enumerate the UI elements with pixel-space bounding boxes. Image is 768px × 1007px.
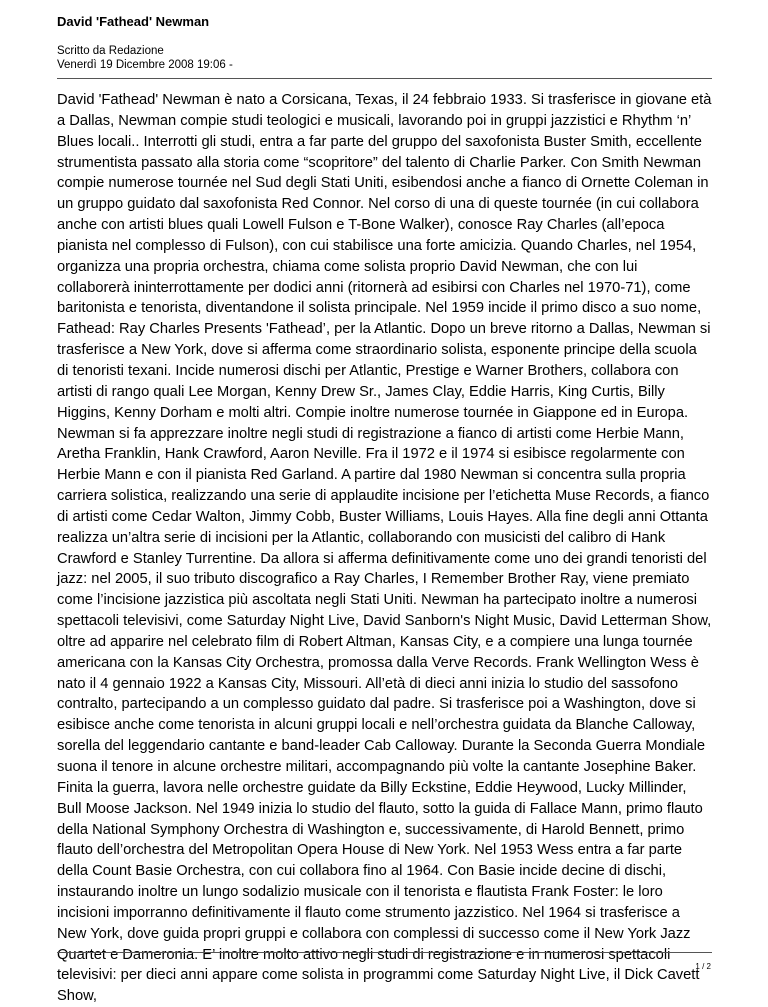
article-meta <box>57 44 233 72</box>
footer-divider <box>57 952 712 953</box>
page-title: David 'Fathead' Newman <box>57 14 210 29</box>
header-divider <box>57 78 712 79</box>
date-line: Venerdì 19 Dicembre 2008 19:06 - <box>57 59 233 71</box>
article-body: David 'Fathead' Newman è nato a Corsicana, Texas, il 24 febbraio 1933. Si trasferisce in giovane età a Dallas, Newman compie studi teologici e musicali, lavorando poi in gruppi jazzistici e Rhythm ‘n’ Blues locali.. Interrotti gli studi, entra a far parte del gruppo del saxofonista Buster Smith, eccellente strumentista passato alla storia come “scopritore” del talento di Charlie Parker. Con Smith Newman compie numerose tournée nel Sud degli Stati Uniti, esibendosi anche a fianco di Ornette Coleman in un gruppo guidato dal saxofonista Red Connor. Nel corso di una di queste tournée (in cui collabora anche con artisti blues quali Lowell Fulson e T-Bone Walker), conosce Ray Charles (all’epoca pianista nel complesso di Fulson), con cui stabilisce una forte amicizia. Quando Charles, nel 1954, organizza una propria orchestra, chiama come solista proprio David Newman, che con lui collaborerà ininterrottamente per dodici anni (ritornerà ad esibirsi con Charles nel 1970-71), come baritonista e tenorista, diventandone il solista principale. Nel 1959 incide il primo disco a suo nome, Fathead: Ray Charles Presents 'Fathead’, per la Atlantic. Dopo un breve ritorno a Dallas, Newman si trasferisce a New York, dove si afferma come straordinario solista, esponente principe della scuola di tenoristi texani. Incide numerosi dischi per Atlantic, Prestige e Warner Brothers, collabora con artisti di rango quali Lee Morgan, Kenny Drew Sr., James Clay, Eddie Harris, King Curtis, Billy Higgins, Kenny Dorham e molti altri. Compie inoltre numerose tournée in Giappone ed in Europa. Newman si fa apprezzare inoltre negli studi di registrazione a fianco di artisti come Herbie Mann, Aretha Franklin, Hank Crawford, Aaron Neville. Fra il 1972 e il 1974 si esibisce regolarmente con Herbie Mann e con il pianista Red Garland. A partire dal 1980 Newman si concentra sulla propria carriera solistica, realizzando una serie di applaudite incisione per l’etichetta Muse Records, a fianco di artisti come Cedar Walton, Jimmy Cobb, Buster Williams, Louis Hayes. Alla fine degli anni Ottanta realizza un’altra serie di incisioni per la Atlantic, collaborando con musicisti del calibro di Hank Crawford e Stanley Turrentine. Da allora si afferma definitivamente come uno dei grandi tenoristi del jazz: nel 2005, il suo tributo discografico a Ray Charles, I Remember Brother Ray, viene premiato come l’incisione jazzistica più ascoltata negli Stati Uniti. Newman ha partecipato inoltre a numerosi spettacoli televisivi, come Saturday Night Live, David Sanborn's Night Music, David Letterman Show, oltre ad apparire nel celebrato film di Robert Altman, Kansas City, e a compiere una lunga tournée americana con la Kansas City Orchestra, promossa dalla Verve Records. Frank Wellington Wess è nato il 4 gennaio 1922 a Kansas City, Missouri. All’età di dieci anni inizia lo studio del sassofono contralto, partecipando a un complesso guidato dal padre. Si trasferisce poi a Washington, dove si esibisce anche come tenorista in alcuni gruppi locali e nell’orchestra guidata da Blanche Calloway, sorella del leggendario cantante e band-leader Cab Calloway. Durante la Seconda Guerra Mondiale suona il tenore in alcune orchestre militari, accompagnando più volte la cantante Josephine Baker. Finita la guerra, lavora nelle orchestre guidate da Billy Eckstine, Eddie Heywood, Lucky Millinder, Bull Moose Jackson. Nel 1949 inizia lo studio del flauto, sotto la guida di Fallace Mann, primo flauto della National Symphony Orchestra di Washington e, successivamente, di Harold Bennett, primo flauto dell’orchestra del Metropolitan Opera House di New York. Nel 1953 Wess entra a far parte della Count Basie Orchestra, con cui collabora fino al 1964. Con Basie incide decine di dischi, instaurando inoltre un lungo sodalizio musicale con il tenorista e flautista Frank Foster: le loro incisioni imporranno definitivamente il flauto come strumento jazzistico. Nel 1964 si trasferisce a New York, dove guida propri gruppi e collabora con complessi di successo come il New York Jazz Quartet e Dameronia. E’ inoltre molto attivo negli studi di registrazione e in numerosi spettacoli televisivi: per dieci anni appare come solista in programmi come Saturday Night Live, il Dick Cavett Show, <box>57 92 712 1005</box>
page-number: 1 / 2 <box>695 962 711 971</box>
author-line: Scritto da Redazione <box>57 45 164 57</box>
